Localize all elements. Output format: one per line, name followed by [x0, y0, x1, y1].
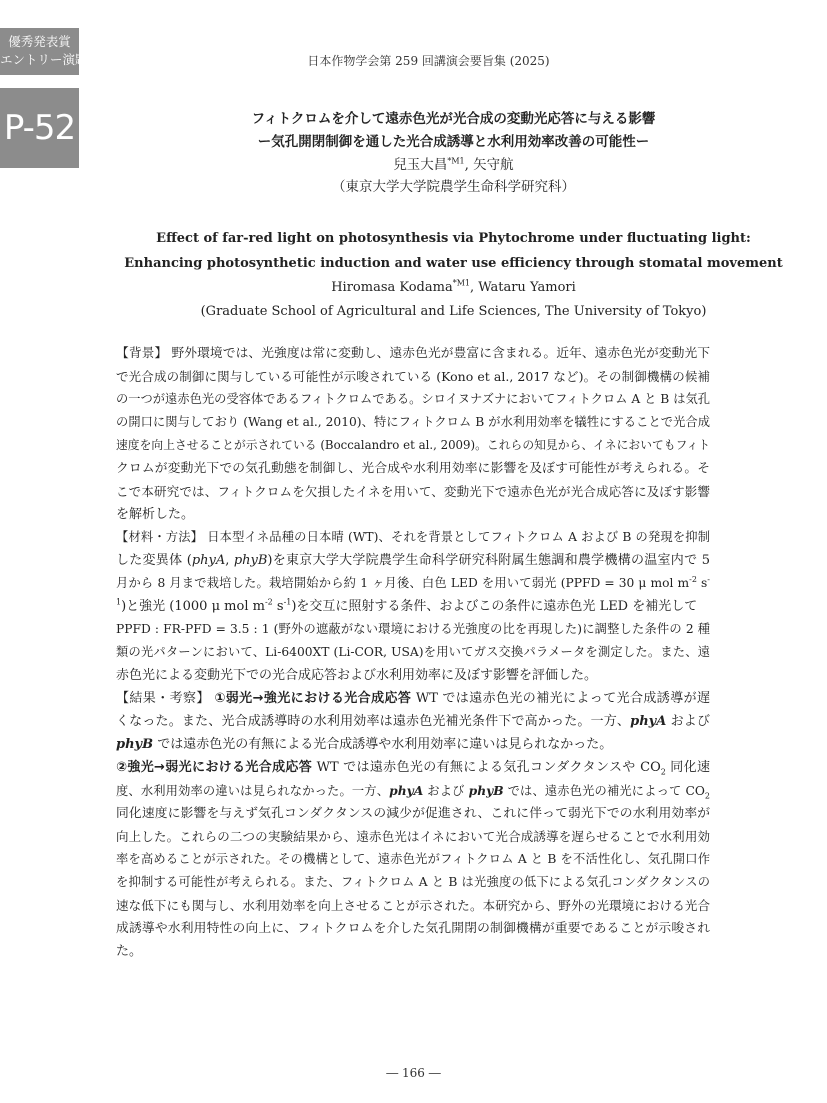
background-line-4: の開口に関与しており (Wang et al., 2010)、特にフィトクロム B が水利用効率を犠牲にすることで光合成	[116, 415, 710, 429]
methods-line-1: 【材料・方法】 日本型イネ品種の日本晴 (WT)、それを背景としてフィトクロム A および B の発現を抑制	[116, 530, 710, 544]
journal-header: 日本作物学会第 259 回講演会要旨集 (2025)	[307, 54, 550, 68]
methods-line-5: PPFD : FR-PFD = 3.5 : 1 (野外の遮蔽がない環境における光強度の比を再現した)に調整した条件の 2 種	[116, 622, 710, 636]
english-title-block	[80, 226, 827, 324]
background-line-6: クロムが変動光下での気孔動態を制御し、光合成や水利用効率に影響を及ぼす可能性が考えられる。そ	[116, 461, 710, 476]
en-authors	[80, 276, 827, 300]
results-line-9: を抑制する可能性が考えられる。また、フィトクロム A と B は光強度の低下による気孔コンダクタンスの	[116, 875, 710, 889]
background-line-3: の一つが遠赤色光の受容体であるフィトクロムである。シロイヌナズナにおいてフィトクロム A と B は気孔	[116, 392, 710, 406]
en-title-line2: Enhancing photosynthetic induction and water use efficiency through stomatal movement	[124, 256, 783, 271]
poster-id-badge: P-52	[0, 88, 79, 168]
results-line-5: 度、水利用効率の違いは見られなかった。一方、phyA および phyB では、遠赤色光の補光によって $CO_2$	[116, 783, 710, 801]
en-author-1-mark: *M1	[452, 278, 470, 288]
results-line-12: た。	[116, 944, 143, 959]
jp-author-1-mark: *M1	[447, 156, 465, 166]
methods-line-7: 赤色光による変動光下での光合成応答および水利用効率に及ぼす影響を評価した。	[116, 668, 598, 683]
en-title-line1: Effect of far-red light on photosynthesis via Phytochrome under fluctuating light:	[156, 231, 751, 246]
methods-line-3: 月から 8 月まで栽培した。栽培開始から約 1 ヶ月後、白色 LED を用いて弱光 (PPFD = 30 μ mol $m^{-2}$ s-	[116, 574, 710, 590]
results-heading: 【結果・考察】	[116, 691, 210, 706]
results-subheading-1: ①弱光→強光における光合成応答	[214, 691, 412, 706]
japanese-title-block	[80, 108, 827, 198]
methods-line-6: 類の光パターンにおいて、Li-6400XT (Li-COR, USA)を用いてガス交換パラメータを測定した。また、遠	[116, 645, 710, 659]
jp-affiliation: （東京大学大学院農学生命科学研究科）	[332, 179, 575, 195]
jp-author-1: 兒玉大昌	[393, 157, 448, 173]
results-line-8: 率を高めることが示された。その機構として、遠赤色光がフィトクロム A と B を不活性化し、気孔開口作	[116, 852, 710, 866]
background-line-2: で光合成の制御に関与している可能性が示唆されている (Kono et al., 2017 など)。その制御機構の候補	[116, 369, 710, 384]
background-line-5: 速度を向上させることが示されている (Boccalandro et al., 2009)。これらの知見から、イネにおいてもフィト	[116, 438, 710, 452]
page-number: ― 166 ―	[386, 1066, 441, 1080]
jp-author-rest: , 矢守航	[464, 157, 514, 173]
background-line-8: を解析した。	[116, 507, 195, 522]
results-line-2: くなった。また、光合成誘導時の水利用効率は遠赤色光補光条件下で高かった。一方、phyA および	[116, 714, 710, 729]
results-line-7: 向上した。これらの二つの実験結果から、遠赤色光はイネにおいて光合成誘導を遅らせることで水利用効	[116, 829, 710, 844]
award-badge-line1: 優秀発表賞	[8, 34, 71, 49]
jp-title-line1: フィトクロムを介して遠赤色光が光合成の変動光応答に与える影響	[251, 111, 656, 127]
en-author-1: Hiromasa Kodama	[331, 280, 453, 295]
methods-line-4: $^1$)と強光 (1000 μ mol $m^{-2}$ $s^{-1}$)を交互に照射する条件、およびこの条件に遠赤色光 LED を補光して	[116, 597, 698, 614]
results-line-6: 同化速度に影響を与えず気孔コンダクタンスの減少が促進され、これに伴って弱光下での水利用効率が	[116, 806, 710, 821]
results-line-3: phyB では遠赤色光の有無による光合成誘導や水利用効率に違いは見られなかった。	[116, 737, 613, 752]
en-author-rest: , Wataru Yamori	[470, 280, 576, 295]
jp-authors	[80, 154, 827, 176]
methods-heading: 【材料・方法】	[116, 530, 204, 544]
jp-title-line2: ー気孔開閉制御を通した光合成誘導と水利用効率改善の可能性ー	[257, 134, 650, 150]
results-line-11: 成誘導や水利用特性の向上に、フィトクロムを介した気孔開閉の制御機構が重要であることが示唆され	[116, 921, 710, 936]
results-subheading-2: ②強光→弱光における光合成応答	[116, 760, 313, 775]
en-affiliation: (Graduate School of Agricultural and Life Sciences, The University of Tokyo)	[200, 304, 707, 319]
methods-line-2: した変異体 (phyA, phyB)を東京大学大学院農学生命科学研究科附属生態調和農学機構の温室内で 5	[116, 553, 710, 568]
results-line-1: 【結果・考察】 ①弱光→強光における光合成応答 WT では遠赤色光の補光によって光合成誘導が遅	[116, 691, 710, 706]
abstract-body	[116, 342, 710, 963]
background-heading: 【背景】	[116, 346, 168, 361]
results-line-10: 速な低下にも関与し、水利用効率を向上させることが示された。本研究から、野外の光環境における光合	[116, 898, 710, 913]
award-badge-line2: エントリー演題	[0, 52, 88, 67]
results-line-4: ②強光→弱光における光合成応答 WT では遠赤色光の有無による気孔コンダクタンスや $CO_2$ 同化速	[116, 760, 710, 777]
background-line-7: こで本研究では、フィトクロムを欠損したイネを用いて、変動光下で遠赤色光が光合成応答に及ぼす影響	[116, 484, 710, 499]
background-line-1: 【背景】 野外環境では、光強度は常に変動し、遠赤色光が豊富に含まれる。近年、遠赤色光が変動光下	[116, 346, 710, 361]
